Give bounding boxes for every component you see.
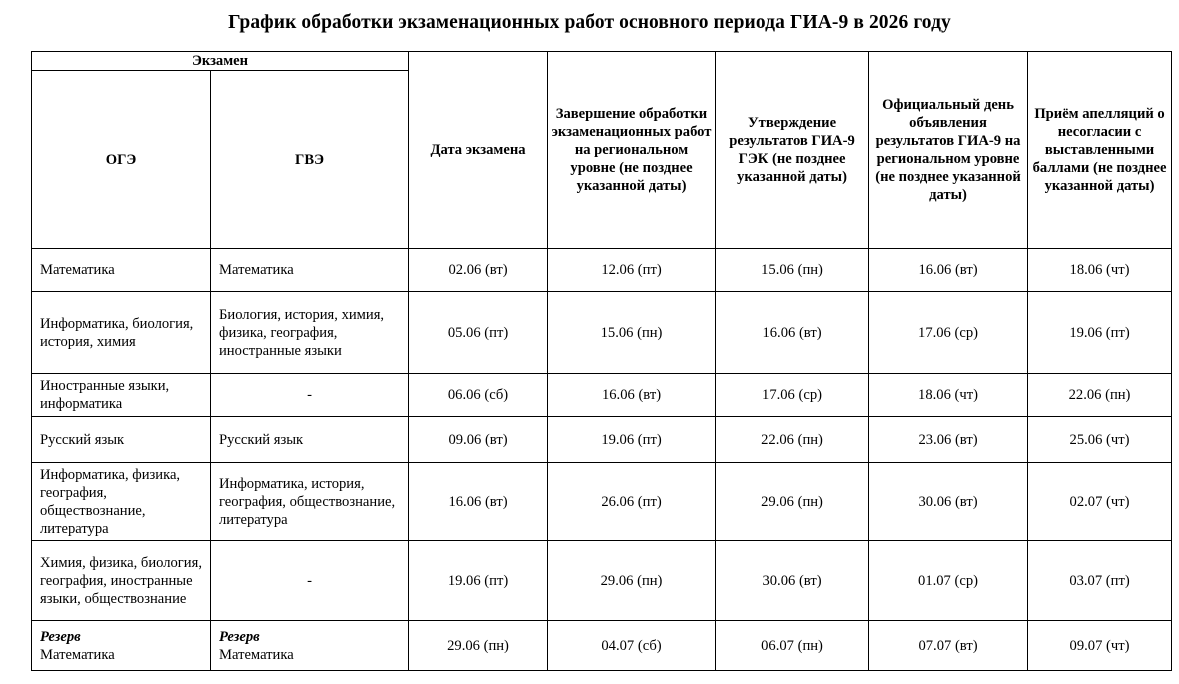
cell-gek: 15.06 (пн) [716, 249, 869, 292]
cell-oge: Информатика, физика, география, обществознание, литература [32, 463, 211, 541]
header-exam: Экзамен [32, 52, 409, 71]
table-row-reserve [32, 621, 1172, 671]
header-appeals: Приём апелляций о несогласии с выставленными баллами (не позднее указанной даты) [1028, 52, 1172, 249]
cell-regional: 29.06 (пн) [548, 541, 716, 621]
cell-announce: 01.07 (ср) [869, 541, 1028, 621]
cell-announce: 07.07 (вт) [869, 621, 1028, 671]
page-title: График обработки экзаменационных работ основного периода ГИА-9 в 2026 году [228, 12, 951, 33]
cell-gek: 22.06 (пн) [716, 417, 869, 463]
cell-exam-date: 06.06 (сб) [409, 374, 548, 417]
cell-appeal: 18.06 (чт) [1028, 249, 1172, 292]
cell-exam-date: 29.06 (пн) [409, 621, 548, 671]
cell-oge-reserve [32, 621, 211, 671]
header-exam-date: Дата экзамена [409, 52, 548, 249]
header-regional-processing: Завершение обработки экзаменационных работ на региональном уровне (не позднее указанной даты) [548, 52, 716, 249]
cell-gek: 17.06 (ср) [716, 374, 869, 417]
table-row [32, 374, 1172, 417]
cell-gek: 30.06 (вт) [716, 541, 869, 621]
reserve-subject: Математика [40, 646, 115, 663]
cell-oge: Информатика, биология, история, химия [32, 292, 211, 374]
reserve-subject: Математика [219, 646, 294, 663]
table-row [32, 249, 1172, 292]
cell-oge: Математика [32, 249, 211, 292]
cell-regional: 19.06 (пт) [548, 417, 716, 463]
cell-gve: - [211, 374, 409, 417]
cell-regional: 15.06 (пн) [548, 292, 716, 374]
cell-oge: Русский язык [32, 417, 211, 463]
cell-exam-date: 05.06 (пт) [409, 292, 548, 374]
header-row-top [32, 52, 1172, 71]
table-row [32, 463, 1172, 541]
cell-gve: Математика [211, 249, 409, 292]
cell-announce: 17.06 (ср) [869, 292, 1028, 374]
cell-appeal: 02.07 (чт) [1028, 463, 1172, 541]
cell-oge: Химия, физика, биология, география, иностранные языки, обществознание [32, 541, 211, 621]
cell-exam-date: 16.06 (вт) [409, 463, 548, 541]
cell-gve-reserve [211, 621, 409, 671]
cell-gve: Биология, история, химия, физика, география, иностранные языки [211, 292, 409, 374]
cell-exam-date: 19.06 (пт) [409, 541, 548, 621]
cell-exam-date: 02.06 (вт) [409, 249, 548, 292]
table-row [32, 417, 1172, 463]
cell-gek: 16.06 (вт) [716, 292, 869, 374]
header-gve: ГВЭ [211, 71, 409, 249]
header-oge: ОГЭ [32, 71, 211, 249]
cell-gve: Русский язык [211, 417, 409, 463]
cell-appeal: 25.06 (чт) [1028, 417, 1172, 463]
schedule-table [31, 51, 1172, 671]
cell-announce: 23.06 (вт) [869, 417, 1028, 463]
header-gek-approval: Утверждение результатов ГИА-9 ГЭК (не позднее указанной даты) [716, 52, 869, 249]
cell-gve: - [211, 541, 409, 621]
cell-exam-date: 09.06 (вт) [409, 417, 548, 463]
reserve-label: Резерв [219, 628, 260, 645]
cell-regional: 26.06 (пт) [548, 463, 716, 541]
reserve-label: Резерв [40, 628, 81, 645]
cell-appeal: 19.06 (пт) [1028, 292, 1172, 374]
cell-announce: 16.06 (вт) [869, 249, 1028, 292]
cell-announce: 30.06 (вт) [869, 463, 1028, 541]
cell-regional: 04.07 (сб) [548, 621, 716, 671]
cell-gek: 06.07 (пн) [716, 621, 869, 671]
cell-appeal: 22.06 (пн) [1028, 374, 1172, 417]
cell-appeal: 09.07 (чт) [1028, 621, 1172, 671]
cell-gve: Информатика, история, география, обществознание, литература [211, 463, 409, 541]
cell-announce: 18.06 (чт) [869, 374, 1028, 417]
cell-regional: 12.06 (пт) [548, 249, 716, 292]
table-row [32, 292, 1172, 374]
cell-oge: Иностранные языки, информатика [32, 374, 211, 417]
cell-gek: 29.06 (пн) [716, 463, 869, 541]
cell-appeal: 03.07 (пт) [1028, 541, 1172, 621]
table-row [32, 541, 1172, 621]
cell-regional: 16.06 (вт) [548, 374, 716, 417]
header-official-announcement: Официальный день объявления результатов ГИА-9 на региональном уровне (не позднее указанной даты) [869, 52, 1028, 249]
